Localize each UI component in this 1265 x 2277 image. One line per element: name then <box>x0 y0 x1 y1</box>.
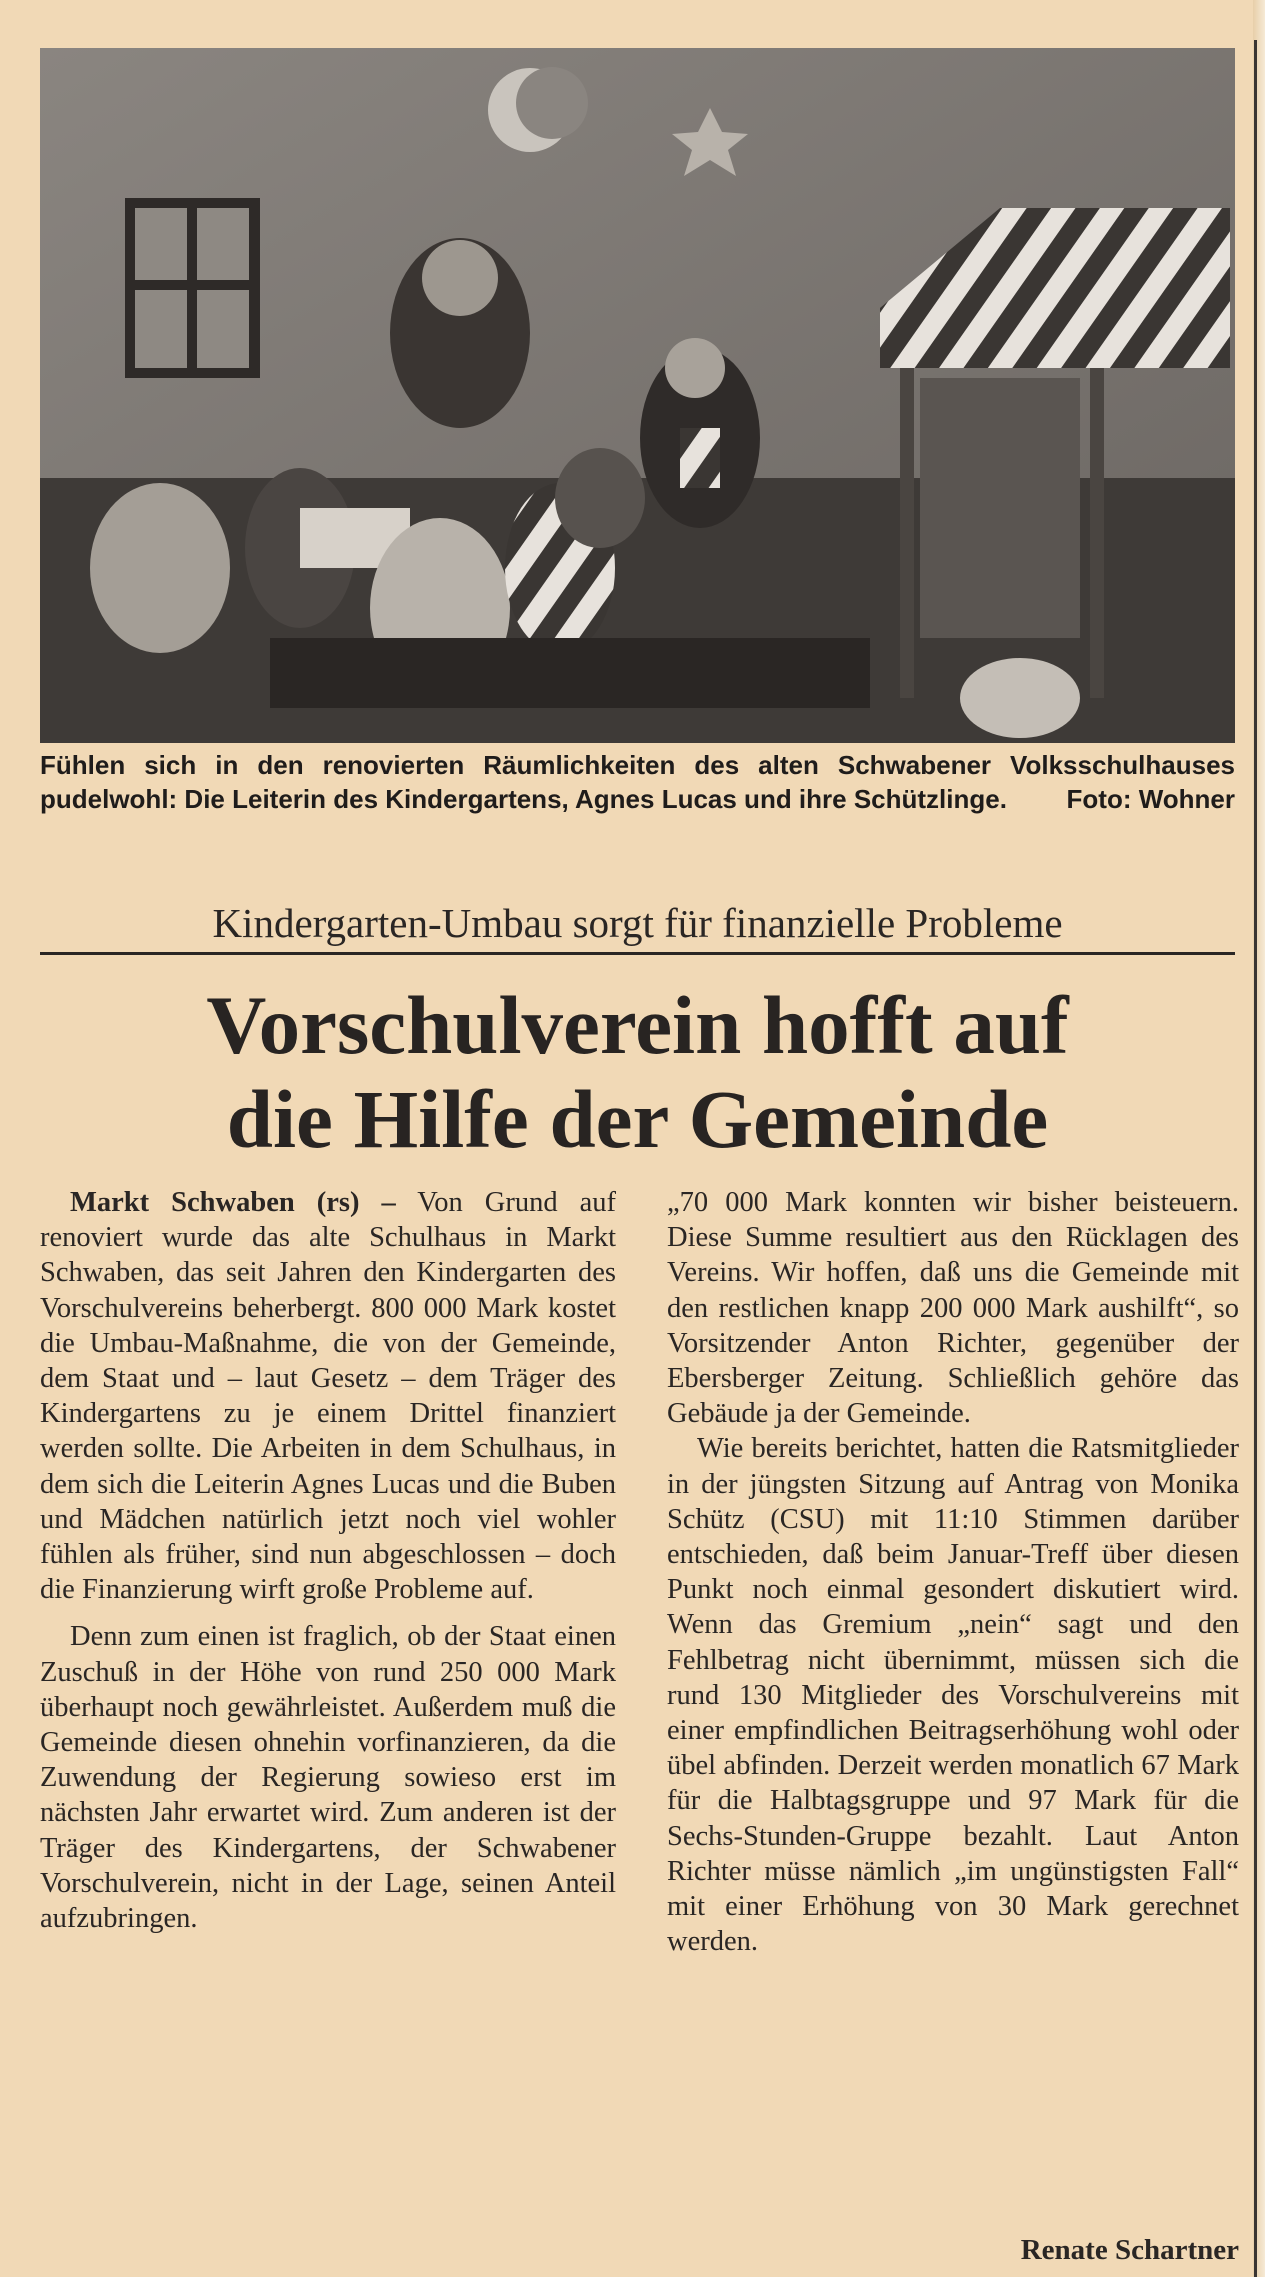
dateline: Markt Schwaben (rs) – <box>70 1187 396 1218</box>
kindergarten-photo <box>40 48 1235 743</box>
article-column-right <box>667 1185 1239 1959</box>
photo-illustration <box>40 48 1235 743</box>
article-column-left <box>40 1185 616 1936</box>
paragraph-text: Von Grund auf renoviert wurde das alte Schulhaus in Markt Schwaben, das seit Jahren den Kindergarten des Vorschulvereins beherbergt. 800 000 Mark kostet die Umbau-Maßnahme, die von der Gemeinde, dem Staat und – laut Gesetz – dem Träger des Kindergartens zu je einem Drittel finanziert werden sollte. Die Arbeiten in dem Schulhaus, in dem sich die Leiterin Agnes Lucas und die Buben und Mädchen natürlich jetzt noch viel wohler fühlen als früher, sind nun abgeschlossen – doch die Finanzierung wirft große Probleme auf. <box>40 1187 616 1606</box>
photo-caption <box>40 748 1235 816</box>
headline-line-2: die Hilfe der Gemeinde <box>226 1073 1049 1165</box>
headline-line-1: Vorschulverein hofft auf <box>206 979 1069 1071</box>
photo-credit: Foto: Wohner <box>1066 784 1235 814</box>
article-paragraph <box>40 1185 616 1607</box>
article-kicker: Kindergarten-Umbau sorgt für finanzielle Probleme <box>40 898 1235 955</box>
byline: Renate Schartner <box>1020 2234 1239 2266</box>
article-headline <box>40 978 1235 1166</box>
article-paragraph: „70 000 Mark konnten wir bisher beisteuern. Diese Summe resultiert aus den Rücklagen des Vereins. Wir hoffen, daß uns die Gemeinde mit den restlichen knapp 200 000 Mark aushilft“, so Vorsitzender Anton Richter, gegenüber der Ebersberger Zeitung. Schließlich gehöre das Gebäude ja der Gemeinde. <box>667 1187 1239 1430</box>
article-paragraph: Denn zum einen ist fraglich, ob der Staat einen Zuschuß in der Höhe von rund 250 000 Mark überhaupt noch gewährleistet. Außerdem muß die Gemeinde diesen ohnehin vorfinanzieren, da die Zuwendung der Regierung sowieso erst im nächsten Jahr erwartet wird. Zum anderen ist der Träger des Kindergartens, der Schwabener Vorschulverein, nicht in der Lage, seinen Anteil aufzubringen. <box>40 1621 616 1935</box>
article-paragraph: Wie bereits berichtet, hatten die Ratsmitglieder in der jüngsten Sitzung auf Antrag von Monika Schütz (CSU) mit 11:10 Stimmen darüber entschieden, daß beim Januar-Treff über diesen Punkt noch einmal gesondert diskutiert wird. Wenn das Gremium „nein“ sagt und den Fehlbetrag nicht übernimmt, müssen sich die rund 130 Mitglieder des Vorschulvereins mit einer empfindlichen Beitragserhöhung wohl oder übel abfinden. Derzeit werden monatlich 67 Mark für die Halbtagsgruppe und 97 Mark für die Sechs-Stunden-Gruppe bezahlt. Laut Anton Richter müsse nämlich „im ungünstigsten Fall“ mit einer Erhöhung von 30 Mark gerechnet werden. <box>667 1433 1239 1958</box>
caption-text: Fühlen sich in den renovierten Räumlichkeiten des alten Schwabener Volksschulhauses pudelwohl: Die Leiterin des Kindergartens, Agnes Lucas und ihre Schützlinge. <box>40 750 1235 814</box>
column-rule <box>1254 40 1257 2277</box>
